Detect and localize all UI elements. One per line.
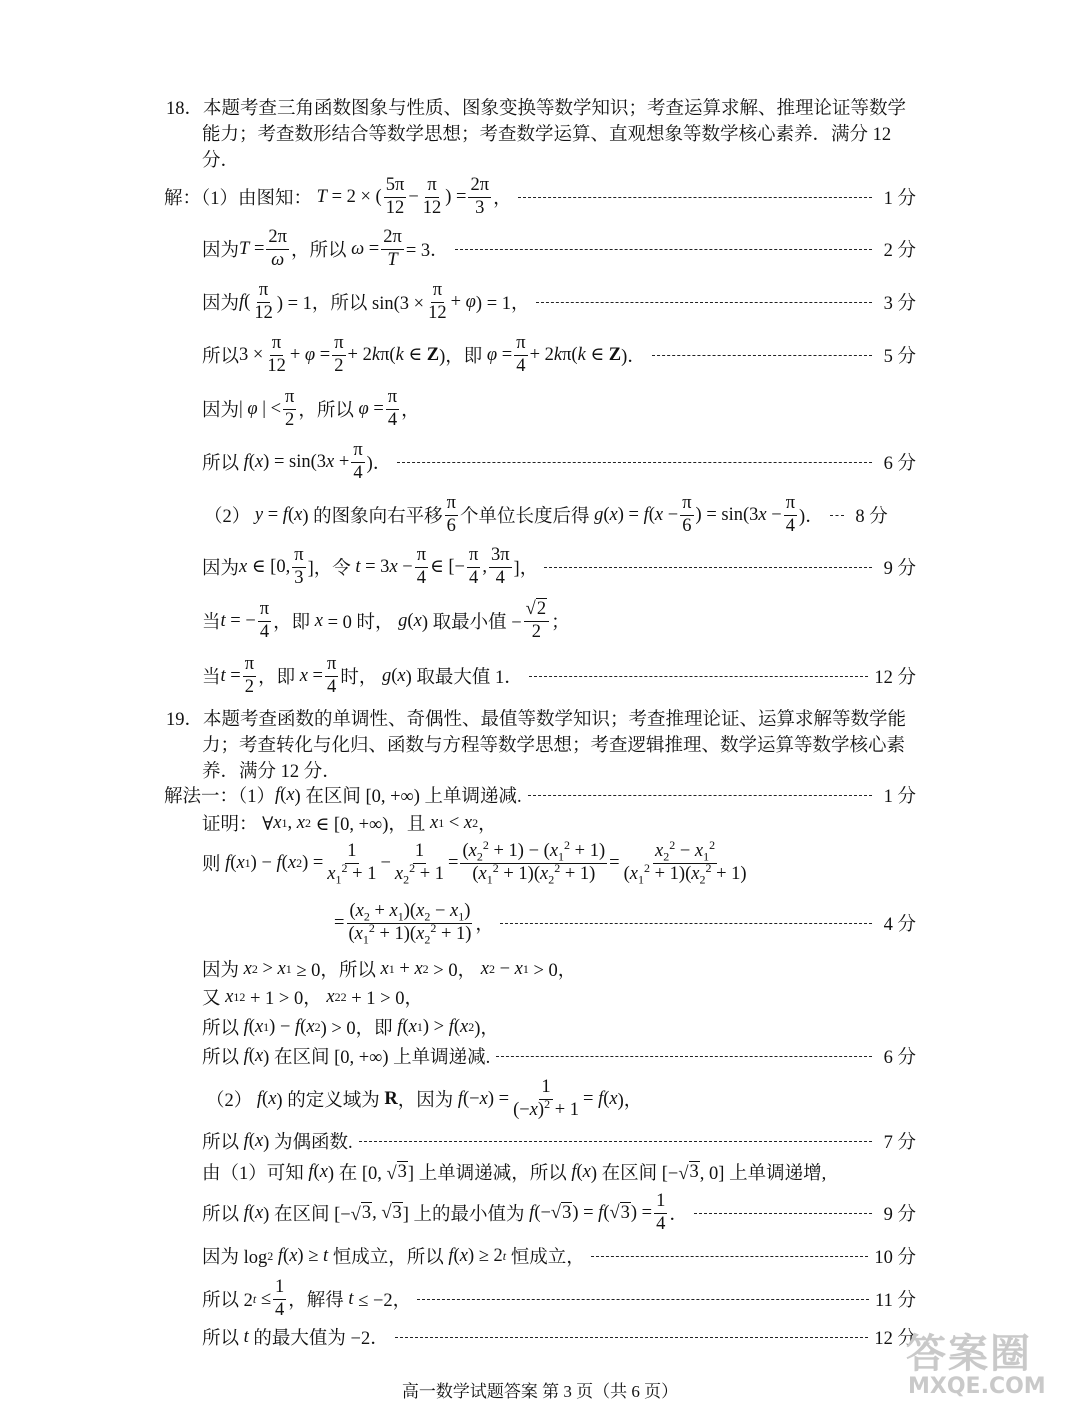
q19-part2-5: 因为 log 2 f ( x ) ≥ t 恒成立，所以 f ( x ) ≥ 2 t 恒成立， 10 分 <box>202 1239 916 1273</box>
q18-step-8: 因为 x ∈ [0, $\frac{\pi}{3}$ ]，令 t = 3 x − $\frac{\pi}{4}$ ∈ [− $\frac{\pi}{4}$ , $\frac{3\pi}{4}$ ]， 9 分 <box>202 545 916 588</box>
q18-step-7: （2） y = f ( x ) 的图象向右平移 $\frac{\pi}{6}$ 个单位长度后得 g ( x ) = f ( x − $\frac{\pi}{6}$ ) = sin(3 x − $\frac{\pi}{4}$ )． 8 分 <box>204 493 888 536</box>
q19-part2-6: 所以 2 t ≤ $\frac{1}{4}$ ，解得 t ≤ −2， 11 分 <box>202 1277 916 1320</box>
leader <box>417 1299 869 1300</box>
q18-step-5: 因为 | φ | < $\frac{\pi}{2}$ ，所以 φ = $\frac{\pi}{4}$ ， <box>202 387 420 430</box>
score-label: 10 分 <box>874 1248 916 1268</box>
q19-proof-5: 所以 f ( x 1 ) − f ( x 2 ) > 0，即 f ( x 1 ) > f ( x 2 )， <box>202 1016 499 1039</box>
score-label: 6 分 <box>883 454 916 474</box>
leader <box>544 567 872 568</box>
score-label: 4 分 <box>883 915 916 935</box>
q18-step-6: 所以 f ( x ) = sin(3 x + $\frac{\pi}{4}$ )． 6 分 <box>202 440 916 483</box>
leader <box>455 249 872 250</box>
q19-proof-eq1: 则 f ( x 1 ) − f ( x 2 ) = $\frac{1}{x_1^2 + 1}$ − $\frac{1}{x_2^2 + 1}$ = $\frac{(x_2^2 + 1) - (x_1^2 + 1)}{(x_1^2 + 1)(x_2^2 + 1)}$ = $\frac{x_2^2 - x_1^2}{(x_1^2 + 1)(x_2^2 + 1)}$ <box>202 837 747 887</box>
score-label: 6 分 <box>883 1048 916 1068</box>
score-label: 2 分 <box>883 241 916 261</box>
q18-step-4: 所以 3 × $\frac{\pi}{12}$ + φ = $\frac{\pi}{2}$ + 2 k π( k ∈ Z )，即 φ = $\frac{\pi}{4}$ + 2 k π( k ∈ Z )． 5 分 <box>202 333 916 376</box>
watermark-brand: 答案圈 <box>906 1331 1032 1377</box>
q19-step-1: 解法一：（1） f ( x ) 在区间 [0, +∞) 上单调递减. 1 分 <box>164 778 916 812</box>
leader <box>518 197 872 198</box>
leader <box>830 515 844 516</box>
score-label: 3 分 <box>883 294 916 314</box>
q19-part2-1: （2） f ( x ) 的定义域为 R ，因为 f (− x ) = $\frac{1}{(-x)^2 + 1}$ = f ( x )， <box>206 1077 643 1120</box>
leader <box>528 795 872 796</box>
leader <box>397 462 872 463</box>
q18-step-1: 解：（1）由图知： T = 2 × ( $\frac{5\pi}{12}$ − $\frac{\pi}{12}$ ) = $\frac{2\pi}{3}$ ， 1 分 <box>164 175 916 218</box>
leader <box>591 1256 869 1257</box>
q18-step-2: 因为 T = $\frac{2\pi}{\omega}$ ，所以 ω = $\frac{2\pi}{T}$ = 3． 2 分 <box>202 227 916 270</box>
score-label: 5 分 <box>883 347 916 367</box>
q19-proof-start: 证明： ∀ x 1 , x 2 ∈ [0, +∞)，且 x 1 < x 2 ， <box>202 812 497 835</box>
q18-step-9: 当 t = − $\frac{\pi}{4}$ ，即 x = 0 时， g ( x ) 取最小值 − $\frac{√2}{2}$ ； <box>202 599 570 642</box>
leader <box>694 1213 872 1214</box>
q19-proof-eq2: = $\frac{(x_2 + x_1)(x_2 - x_1)}{(x_1^2 + 1)(x_2^2 + 1)}$ ， 4 分 <box>334 901 916 947</box>
leader <box>496 1056 872 1057</box>
score-label: 1 分 <box>883 189 916 209</box>
q18-step-10: 当 t = $\frac{\pi}{2}$ ，即 x = $\frac{\pi}{4}$ 时， g ( x ) 取最大值 1． 12 分 <box>202 654 916 697</box>
watermark-logo <box>896 1318 1066 1406</box>
score-label: 8 分 <box>855 507 888 527</box>
leader <box>529 676 869 677</box>
score-label: 9 分 <box>883 1205 916 1225</box>
q18-intro: 18．本题考查三角函数图象与性质、图象变换等数学知识；考查运算求解、推理论证等数学能力；考查数形结合等数学思想；考查数学运算、直观想象等数学核心素养．满分 12 分． <box>166 99 907 171</box>
score-label: 12 分 <box>874 668 916 688</box>
q19-part2-3: 由（1）可知 f ( x ) 在 [0, √ 3 ] 上单调递减，所以 f ( x ) 在区间 [−√ 3 , 0] 上单调递增, <box>202 1161 827 1184</box>
score-label: 12 分 <box>874 1329 916 1349</box>
q19-part2-4: 所以 f ( x ) 在区间 [−√ 3 , √ 3 ] 上的最小值为 f (−√ 3 ) = f (√ 3 ) = $\frac{1}{4}$ ． 9 分 <box>202 1191 916 1234</box>
q19-intro: 19．本题考查函数的单调性、奇偶性、最值等数学知识；考查推理论证、运算求解等数学能力；考查转化与化归、函数与方程等数学思想；考查逻辑推理、数学运算等数学核心素养．满分 12 分． <box>166 710 907 782</box>
leader <box>395 1337 869 1338</box>
q19-proof-4: 又 x 1 2 + 1 > 0， x 2 2 + 1 > 0， <box>202 986 423 1009</box>
leader <box>536 302 872 303</box>
q18-step-3: 因为 f ( $\frac{\pi}{12}$ ) = 1，所以 sin(3 × $\frac{\pi}{12}$ + φ ) = 1， 3 分 <box>202 280 916 323</box>
page-footer: 高一数学试题答案 第 3 页（共 6 页） <box>401 1382 679 1401</box>
score-label: 11 分 <box>875 1291 916 1311</box>
score-label: 9 分 <box>883 559 916 579</box>
q19-proof-6: 所以 f ( x ) 在区间 [0, +∞) 上单调递减. 6 分 <box>202 1039 916 1073</box>
leader <box>652 355 872 356</box>
q19-proof-3: 因为 x 2 > x 1 ≥ 0，所以 x 1 + x 2 > 0， x 2 − x 1 > 0， <box>202 958 577 981</box>
q19-part2-7: 所以 t 的最大值为 −2． 12 分 <box>202 1320 916 1354</box>
watermark-site: MXQE.COM <box>908 1374 1046 1399</box>
leader <box>500 923 872 924</box>
score-label: 1 分 <box>883 787 916 807</box>
leader <box>359 1141 872 1142</box>
score-label: 7 分 <box>883 1133 916 1153</box>
q19-part2-2: 所以 f ( x ) 为偶函数. 7 分 <box>202 1124 916 1158</box>
